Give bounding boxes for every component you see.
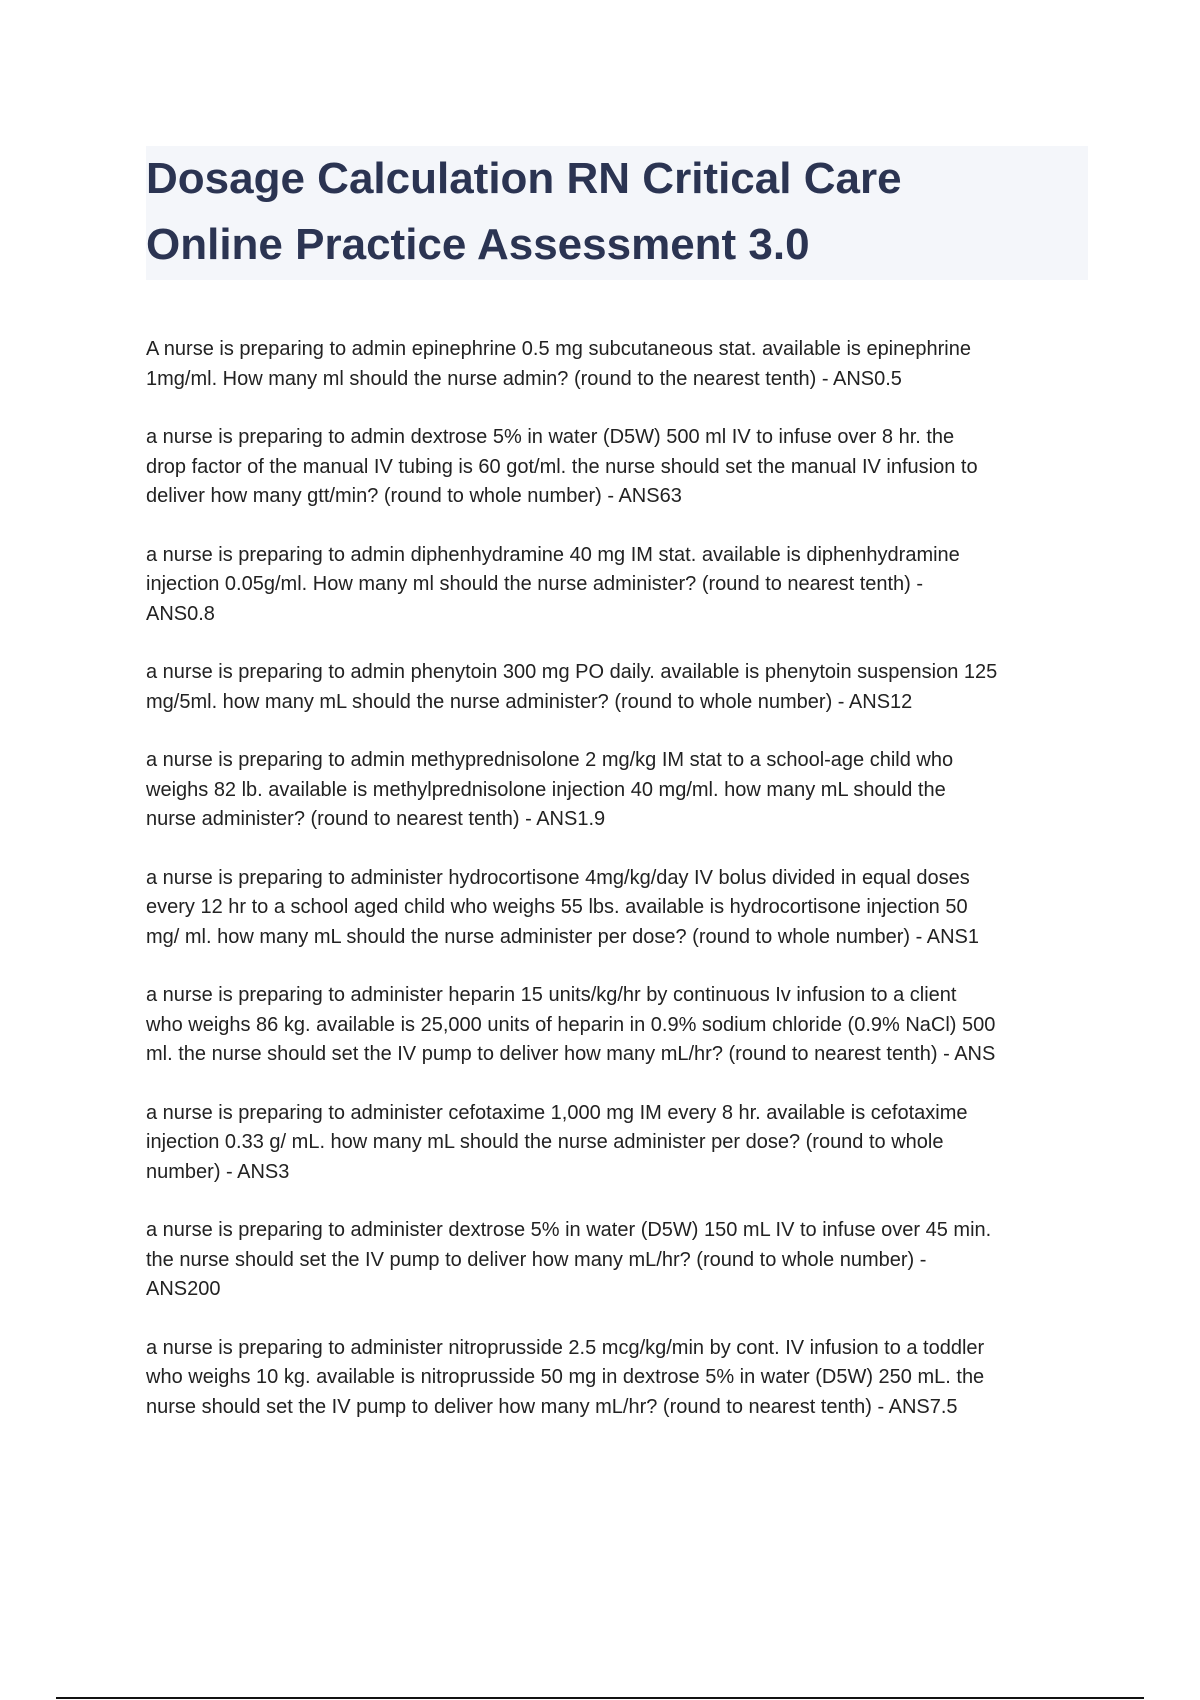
question-line: a nurse is preparing to administer heparin 15 units/kg/hr by continuous Iv infusion to a client bbox=[146, 984, 957, 1006]
question-line: who weighs 10 kg. available is nitroprusside 50 mg in dextrose 5% in water (D5W) 250 mL. the bbox=[146, 1366, 985, 1388]
question-line: a nurse is preparing to administer nitroprusside 2.5 mcg/kg/min by cont. IV infusion to a toddler bbox=[146, 1336, 985, 1359]
question-line: a nurse is preparing to administer hydrocortisone 4mg/kg/day IV bolus divided in equal doses bbox=[146, 866, 970, 889]
question-item-4 bbox=[146, 658, 1096, 717]
question-line: a nurse is preparing to admin phenytoin 300 mg PO daily. available is phenytoin suspension 125 bbox=[146, 661, 998, 683]
question-line: injection 0.33 g/ mL. how many mL should the nurse administer per dose? (round to whole bbox=[146, 1131, 944, 1153]
question-line: mg/ ml. how many mL should the nurse administer per dose? (round to whole number) - ANS1 bbox=[146, 925, 979, 948]
question-line: who weighs 86 kg. available is 25,000 units of heparin in 0.9% sodium chloride (0.9% NaCl) 500 bbox=[146, 1013, 996, 1036]
question-line: drop factor of the manual IV tubing is 60 got/ml. the nurse should set the manual IV infusion to bbox=[146, 455, 978, 478]
footer-divider bbox=[56, 1697, 1144, 1699]
question-line: number) - ANS3 bbox=[146, 1160, 290, 1183]
question-line: weighs 82 lb. available is methylprednisolone injection 40 mg/ml. how many mL should the bbox=[146, 778, 946, 801]
question-line: every 12 hr to a school aged child who weighs 55 lbs. available is hydrocortisone injection 50 bbox=[146, 896, 968, 918]
question-item-8 bbox=[146, 1099, 1096, 1188]
question-line: a nurse is preparing to admin methyprednisolone 2 mg/kg IM stat to a school-age child who bbox=[146, 749, 954, 771]
question-line: injection 0.05g/ml. How many ml should the nurse administer? (round to nearest tenth) - bbox=[146, 573, 924, 595]
page-title-line-1: Dosage Calculation RN Critical Care bbox=[146, 154, 902, 203]
question-line: a nurse is preparing to admin dextrose 5% in water (D5W) 500 ml IV to infuse over 8 hr. the bbox=[146, 426, 955, 448]
question-line: deliver how many gtt/min? (round to whole number) - ANS63 bbox=[146, 485, 682, 507]
question-line: nurse administer? (round to nearest tenth) - ANS1.9 bbox=[146, 808, 606, 830]
question-item-6 bbox=[146, 864, 1096, 953]
question-line: 1mg/ml. How many ml should the nurse admin? (round to the nearest tenth) - ANS0.5 bbox=[146, 367, 902, 390]
question-line: a nurse is preparing to administer cefotaxime 1,000 mg IM every 8 hr. available is cefotaxime bbox=[146, 1101, 968, 1124]
question-line: a nurse is preparing to administer dextrose 5% in water (D5W) 150 mL IV to infuse over 45 min. bbox=[146, 1219, 992, 1241]
question-line: mg/5ml. how many mL should the nurse administer? (round to whole number) - ANS12 bbox=[146, 690, 913, 713]
question-line: the nurse should set the IV pump to deliver how many mL/hr? (round to whole number) - bbox=[146, 1248, 927, 1271]
title-block bbox=[146, 146, 1088, 280]
question-line: ml. the nurse should set the IV pump to deliver how many mL/hr? (round to nearest tenth) - ANS bbox=[146, 1043, 996, 1065]
question-item-5 bbox=[146, 746, 1096, 835]
question-item-1 bbox=[146, 335, 1096, 394]
question-line: ANS200 bbox=[146, 1278, 221, 1300]
question-item-7 bbox=[146, 981, 1096, 1070]
question-line: nurse should set the IV pump to deliver how many mL/hr? (round to nearest tenth) - ANS7.5 bbox=[146, 1395, 958, 1418]
question-line: a nurse is preparing to admin diphenhydramine 40 mg IM stat. available is diphenhydramine bbox=[146, 543, 960, 566]
question-list bbox=[146, 335, 1096, 1451]
question-line: ANS0.8 bbox=[146, 602, 215, 625]
question-item-3 bbox=[146, 541, 1096, 630]
page-title-line-2: Online Practice Assessment 3.0 bbox=[146, 220, 810, 269]
question-line: A nurse is preparing to admin epinephrine 0.5 mg subcutaneous stat. available is epinephrine bbox=[146, 338, 971, 360]
question-item-10 bbox=[146, 1334, 1096, 1423]
question-item-9 bbox=[146, 1216, 1096, 1305]
question-item-2 bbox=[146, 423, 1096, 512]
